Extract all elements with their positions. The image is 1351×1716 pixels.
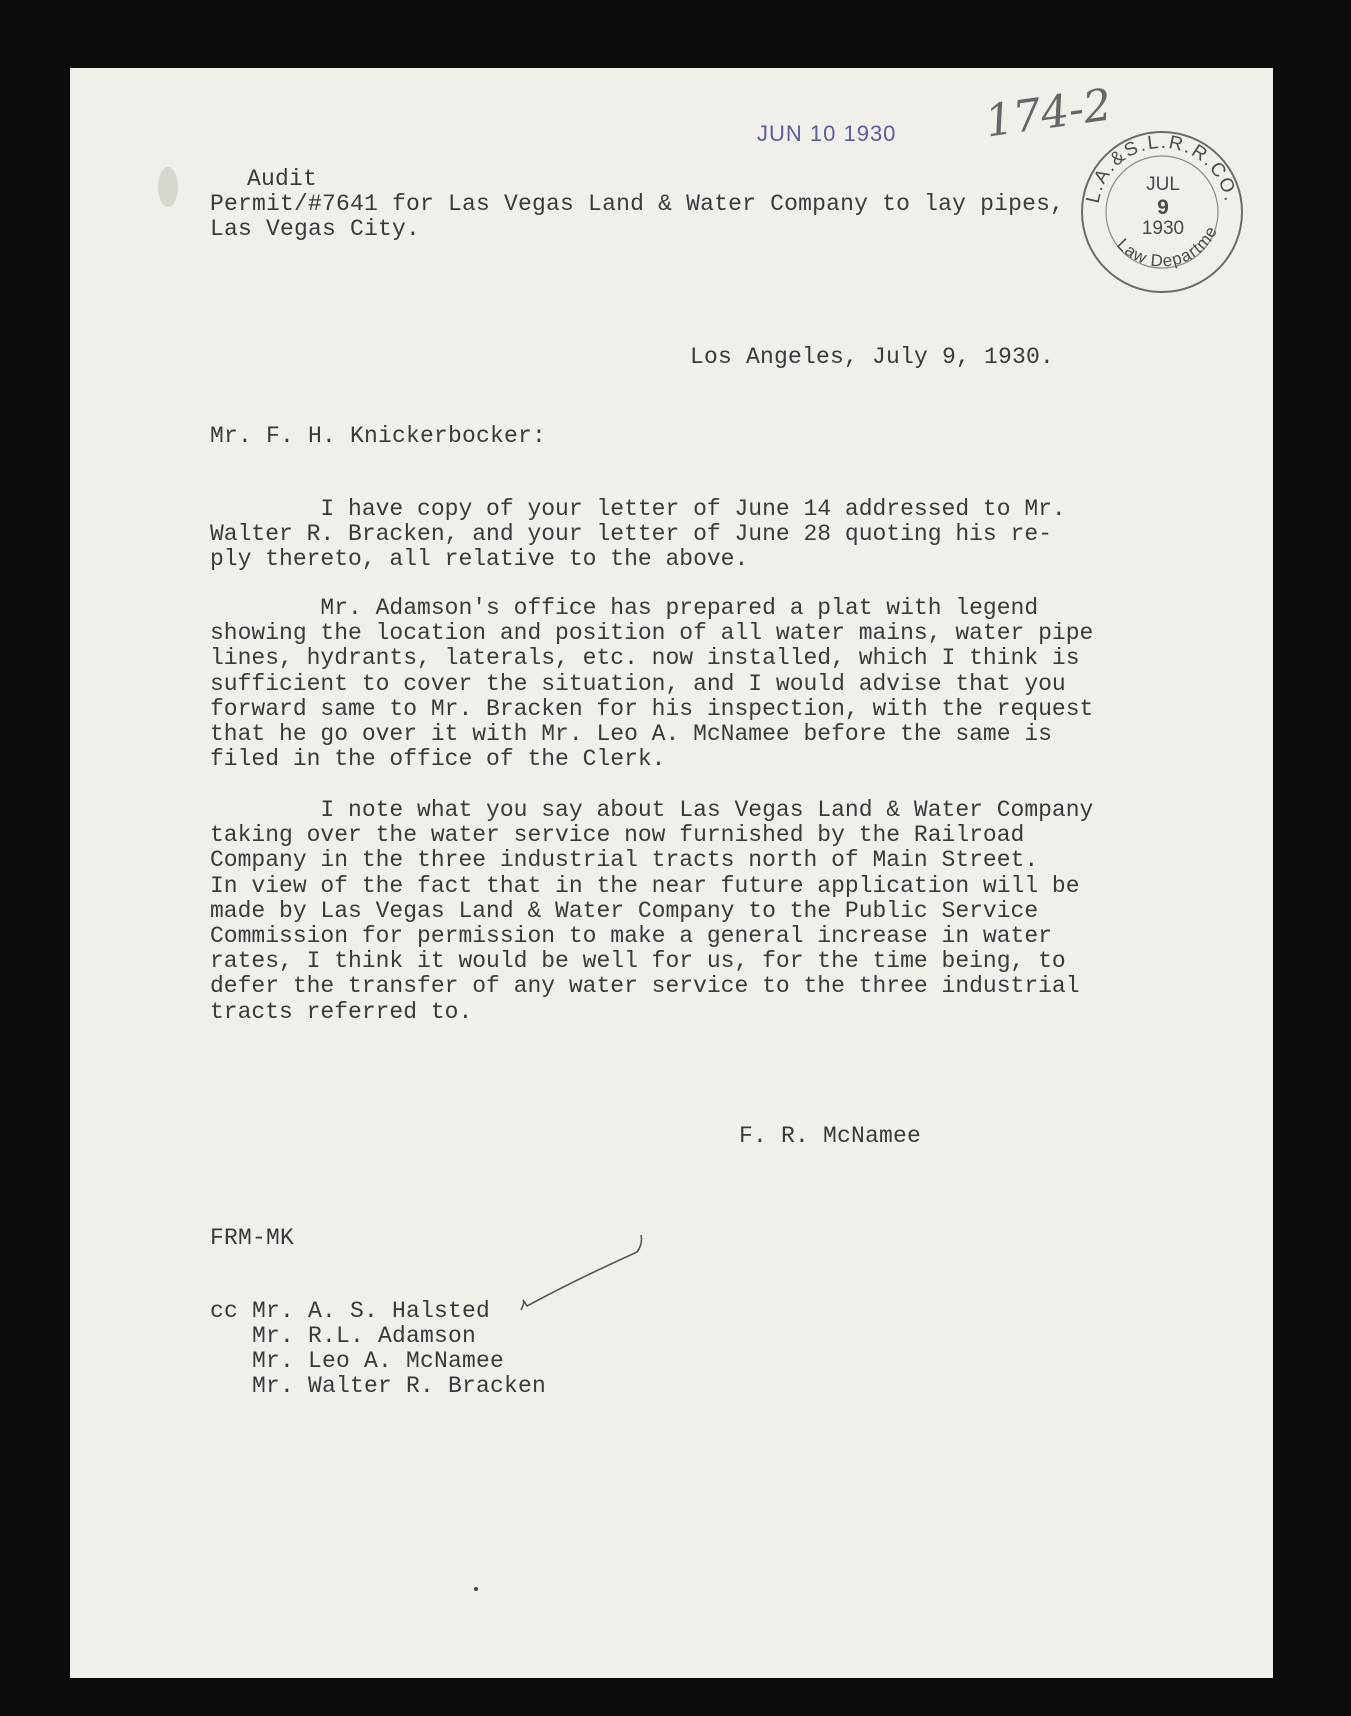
paragraph-line: Mr. Adamson's office has prepared a plat with legend [210, 595, 1039, 621]
signature: F. R. McNamee [739, 1123, 922, 1149]
seal-month: JUL [1146, 174, 1180, 195]
paragraph-line: made by Las Vegas Land & Water Company to the Public Service [210, 897, 1039, 924]
paragraph-line: that he go over it with Mr. Leo A. McNamee before the same is [210, 721, 1052, 748]
paragraph-line: I note what you say about Las Vegas Land & Water Company [210, 797, 1094, 823]
cc-line-2: Mr. R.L. Adamson [210, 1323, 477, 1349]
paragraph-line: lines, hydrants, laterals, etc. now installed, which I think is [210, 645, 1080, 672]
paragraph-1 [210, 497, 1066, 573]
subject-insert: Audit [247, 166, 318, 192]
paragraph-line: Company in the three industrial tracts north of Main Street. [210, 847, 1039, 874]
seal-department-text: Law Departme [1113, 222, 1222, 271]
paragraph-line: tracts referred to. [210, 998, 473, 1025]
paragraph-line: Walter R. Bracken, and your letter of June 28 quoting his re- [210, 521, 1052, 548]
paragraph-line: defer the transfer of any water service to the three industrial [210, 973, 1080, 1000]
cc-line-3: Mr. Leo A. McNamee [210, 1348, 505, 1374]
paragraph-line: I have copy of your letter of June 14 addressed to Mr. [210, 496, 1066, 522]
subject-line-1: Permit/#7641 for Las Vegas Land & Water Company to lay pipes, [210, 191, 1065, 217]
paragraph-line: Commission for permission to make a general increase in water [210, 923, 1052, 950]
paragraph-line: taking over the water service now furnished by the Railroad [210, 822, 1025, 849]
seal-year: 1930 [1141, 218, 1185, 239]
paragraph-line: showing the location and position of all water mains, water pipe [210, 620, 1094, 647]
stray-mark [474, 1587, 478, 1591]
check-mark [515, 1230, 645, 1315]
typist-initials: FRM-MK [210, 1225, 295, 1251]
paragraph-2 [210, 596, 1093, 772]
salutation: Mr. F. H. Knickerbocker: [210, 423, 547, 449]
paragraph-line: forward same to Mr. Bracken for his inspection, with the request [210, 695, 1094, 722]
cc-line-1: cc Mr. A. S. Halsted [210, 1298, 491, 1324]
law-department-seal [1078, 128, 1246, 296]
paragraph-line: ply thereto, all relative to the above. [210, 546, 749, 573]
file-number-annotation: 174-2 [982, 79, 1115, 148]
seal-day: 9 [1157, 196, 1169, 219]
seal-ring-text: L.A.&S.L.R.R.CO. [1082, 131, 1242, 206]
paragraph-line: filed in the office of the Clerk. [210, 746, 666, 773]
subject-line-2: Las Vegas City. [210, 216, 421, 242]
punch-hole [158, 167, 178, 207]
cc-line-4: Mr. Walter R. Bracken [210, 1373, 547, 1399]
paragraph-line: In view of the fact that in the near future application will be [210, 872, 1080, 899]
date-line: Los Angeles, July 9, 1930. [690, 344, 1055, 370]
received-date-stamp: JUN 10 1930 [757, 121, 897, 146]
paragraph-3 [210, 798, 1093, 1025]
paragraph-line: rates, I think it would be well for us, for the time being, to [210, 948, 1066, 975]
paragraph-line: sufficient to cover the situation, and I would advise that you [210, 670, 1066, 697]
